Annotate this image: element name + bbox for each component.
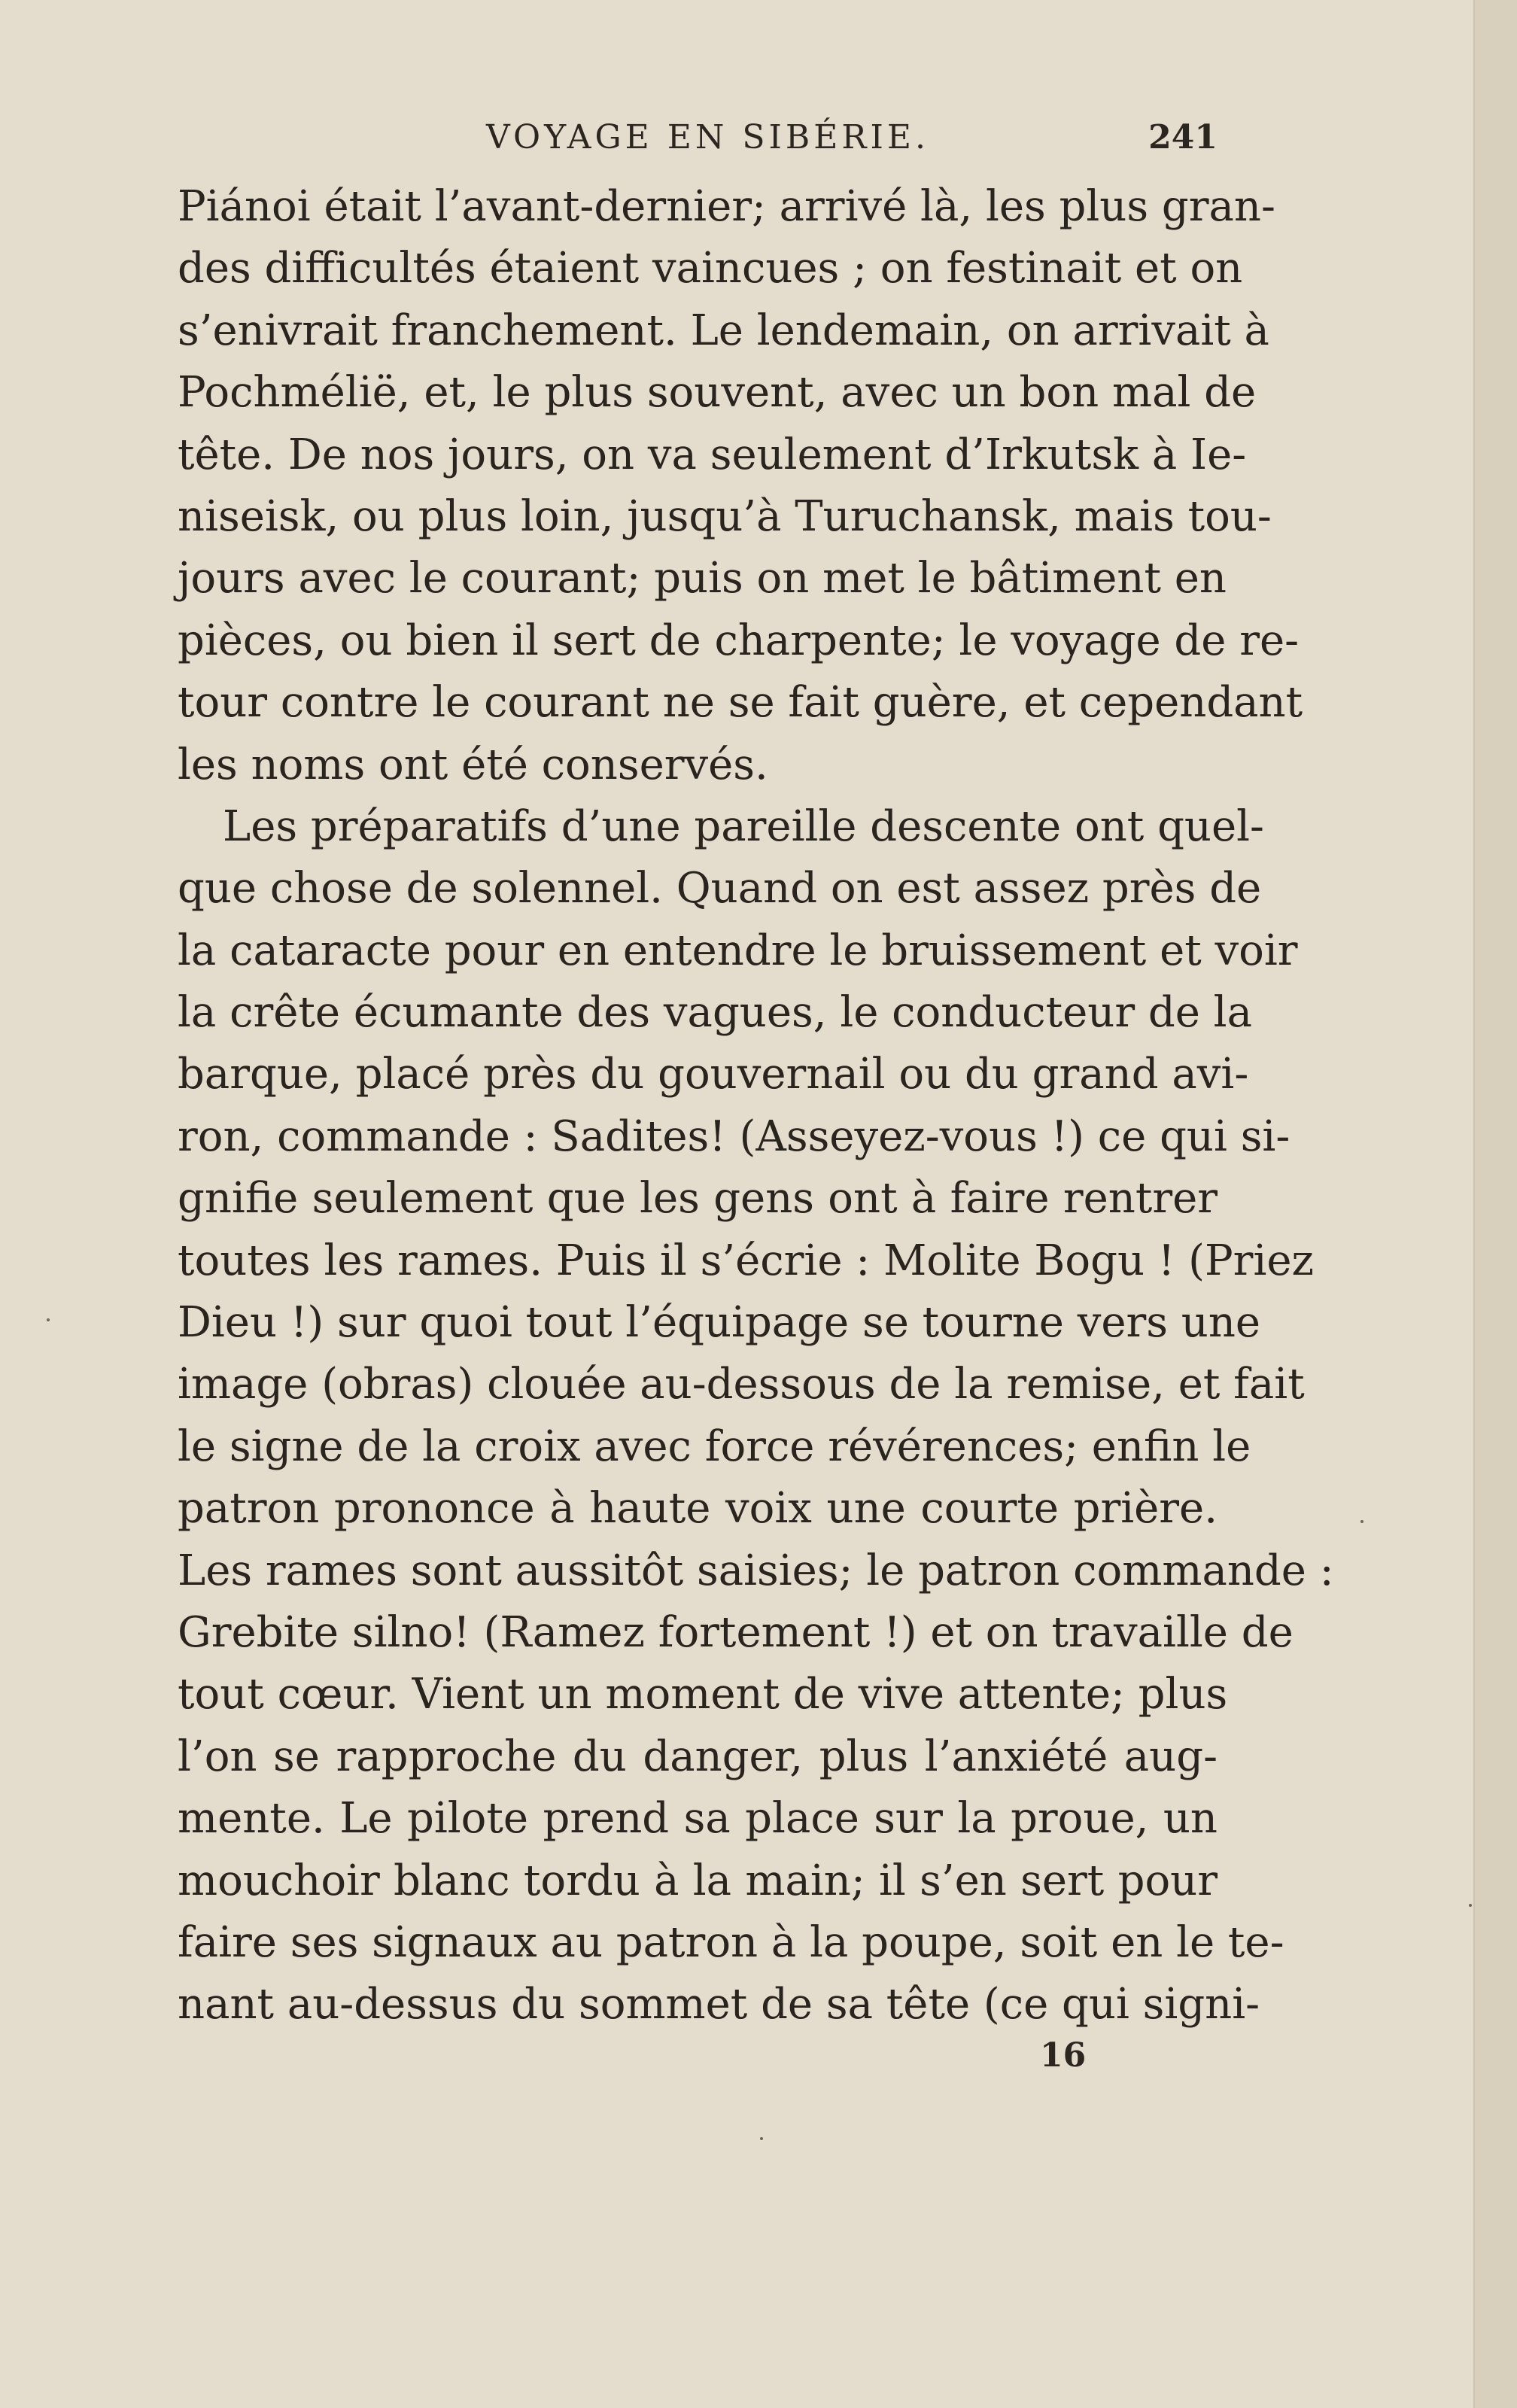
text-line: image (obras) clouée au-dessous de la remise, et fait <box>178 1360 1305 1409</box>
text-line: des difficultés étaient vaincues ; on festinait et on <box>178 244 1243 293</box>
text-line: tour contre le courant ne se fait guère, et cependant <box>178 678 1303 728</box>
text-line: faire ses signaux au patron à la poupe, soit en le te- <box>178 1917 1284 1967</box>
text-line: les noms ont été conservés. <box>178 740 768 789</box>
text-line: ron, commande : Sadites! (Asseyez-vous !) ce qui si- <box>178 1111 1291 1161</box>
text-line: la crête écumante des vagues, le conducteur de la <box>178 988 1252 1038</box>
running-title: VOYAGE EN SIBÉRIE. <box>486 118 929 157</box>
text-line: le signe de la croix avec force révérences; enfin le <box>178 1421 1251 1471</box>
body-text <box>178 176 1334 2036</box>
text-line: barque, placé près du gouvernail ou du grand avi- <box>178 1050 1249 1099</box>
page-edge <box>1473 0 1517 2408</box>
text-line: l’on se rapproche du danger, plus l’anxiété aug- <box>178 1732 1218 1781</box>
text-line: s’enivrait franchement. Le lendemain, on arrivait à <box>178 306 1269 355</box>
page-number: 241 <box>1148 118 1218 157</box>
signature-mark: 16 <box>1040 2036 1087 2075</box>
text-line: la cataracte pour en entendre le bruissement et voir <box>178 926 1298 975</box>
page-header <box>178 104 1218 172</box>
paper-speck <box>47 1318 50 1321</box>
paper-speck <box>1360 1520 1363 1523</box>
text-line: tout cœur. Vient un moment de vive attente; plus <box>178 1670 1228 1719</box>
text-line: Dieu !) sur quoi tout l’équipage se tourne vers une <box>178 1298 1261 1348</box>
text-line: Grebite silno! (Ramez fortement !) et on travaille de <box>178 1607 1294 1657</box>
text-line: Les rames sont aussitôt saisies; le patron commande : <box>178 1546 1334 1595</box>
text-line: niseisk, ou plus loin, jusqu’à Turuchansk, mais tou- <box>178 491 1272 541</box>
text-line: jours avec le courant; puis on met le bâtiment en <box>178 554 1227 604</box>
paper-speck <box>1469 1904 1472 1907</box>
text-line: Pochméliё, et, le plus souvent, avec un bon mal de <box>178 368 1257 418</box>
text-line: mouchoir blanc tordu à la main; il s’en sert pour <box>178 1856 1218 1905</box>
text-line: que chose de solennel. Quand on est assez près de <box>178 864 1262 914</box>
text-line: Piánoi était l’avant-dernier; arrivé là, les plus gran- <box>178 182 1275 231</box>
text-line: toutes les rames. Puis il s’écrie : Molite Bogu ! (Priez <box>178 1236 1315 1285</box>
text-line: tête. De nos jours, on va seulement d’Irkutsk à Ie- <box>178 430 1247 479</box>
text-line: Les préparatifs d’une pareille descente ont quel- <box>223 801 1264 851</box>
text-line: pièces, ou bien il sert de charpente; le voyage de re- <box>178 616 1300 665</box>
text-line: nant au-dessus du sommet de sa tête (ce qui signi- <box>178 1980 1260 2029</box>
text-line: patron prononce à haute voix une courte prière. <box>178 1484 1218 1534</box>
text-line: mente. Le pilote prend sa place sur la proue, un <box>178 1794 1218 1844</box>
text-line: gnifie seulement que les gens ont à faire rentrer <box>178 1174 1218 1224</box>
paper-speck <box>760 2137 763 2140</box>
